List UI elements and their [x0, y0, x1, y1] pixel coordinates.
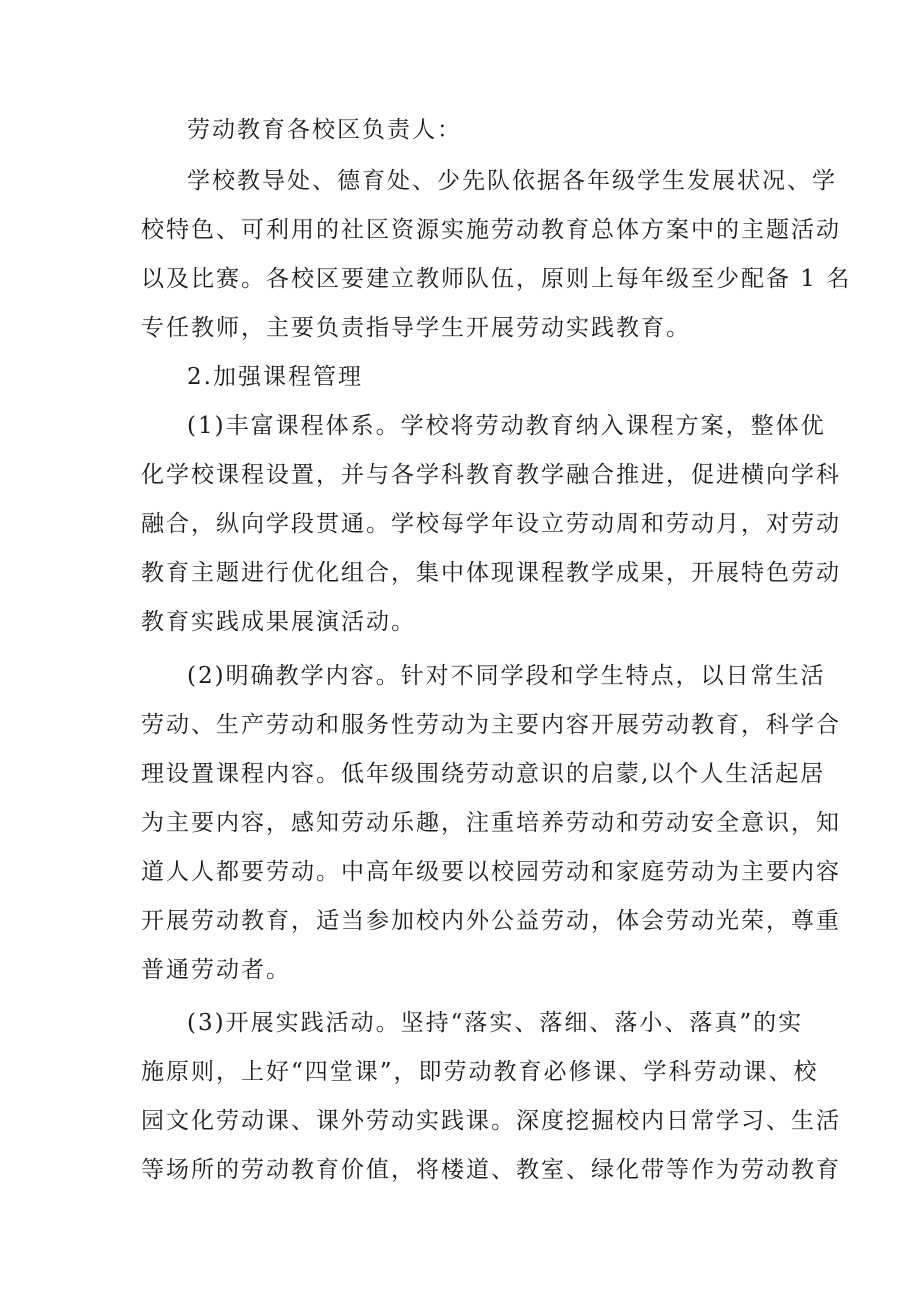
text-line: 道人人都要劳动。中高年级要以校园劳动和家庭劳动为主要内容 — [141, 859, 841, 885]
text-line: 理设置课程内容。低年级围绕劳动意识的启蒙,以个人生活起居 — [141, 761, 826, 787]
text-line: 融合，纵向学段贯通。学校每学年设立劳动周和劳动月，对劳动 — [141, 511, 841, 537]
text-line: 学校教导处、德育处、少先队依据各年级学生发展状况、学 — [187, 168, 837, 194]
text-line: 校特色、可利用的社区资源实施劳动教育总体方案中的主题活动 — [141, 217, 841, 243]
section-heading: 2.加强课程管理 — [187, 364, 363, 390]
text-line: 教育主题进行优化组合，集中体现课程教学成果，开展特色劳动 — [141, 560, 841, 586]
text-line: 以及比赛。各校区要建立教师队伍，原则上每年级至少配备 1 名 — [141, 266, 852, 292]
text-line: (2)明确教学内容。针对不同学段和学生特点，以日常生活 — [187, 663, 826, 689]
text-line: 教育实践成果展演活动。 — [141, 609, 416, 635]
text-line: 化学校课程设置，并与各学科教育教学融合推进，促进横向学科 — [141, 462, 841, 488]
text-line: 等场所的劳动教育价值，将楼道、教室、绿化带等作为劳动教育 — [141, 1157, 841, 1183]
text-line: 园文化劳动课、课外劳动实践课。深度挖掘校内日常学习、生活 — [141, 1108, 841, 1134]
text-line: 开展劳动教育，适当参加校内外公益劳动，体会劳动光荣，尊重 — [141, 908, 841, 934]
text-line: 劳动、生产劳动和服务性劳动为主要内容开展劳动教育，科学合 — [141, 712, 841, 738]
text-line: 劳动教育各校区负责人： — [187, 117, 462, 143]
text-line: 专任教师，主要负责指导学生开展劳动实践教育。 — [141, 315, 691, 341]
text-line: (3)开展实践活动。坚持“落实、落细、落小、落真”的实 — [187, 1010, 804, 1036]
text-line: 普通劳动者。 — [141, 957, 291, 983]
text-line: 为主要内容，感知劳动乐趣，注重培养劳动和劳动安全意识，知 — [141, 810, 841, 836]
text-line: 施原则，上好“四堂课”，即劳动教育必修课、学科劳动课、校 — [141, 1059, 819, 1085]
text-line: (1)丰富课程体系。学校将劳动教育纳入课程方案，整体优 — [187, 413, 826, 439]
